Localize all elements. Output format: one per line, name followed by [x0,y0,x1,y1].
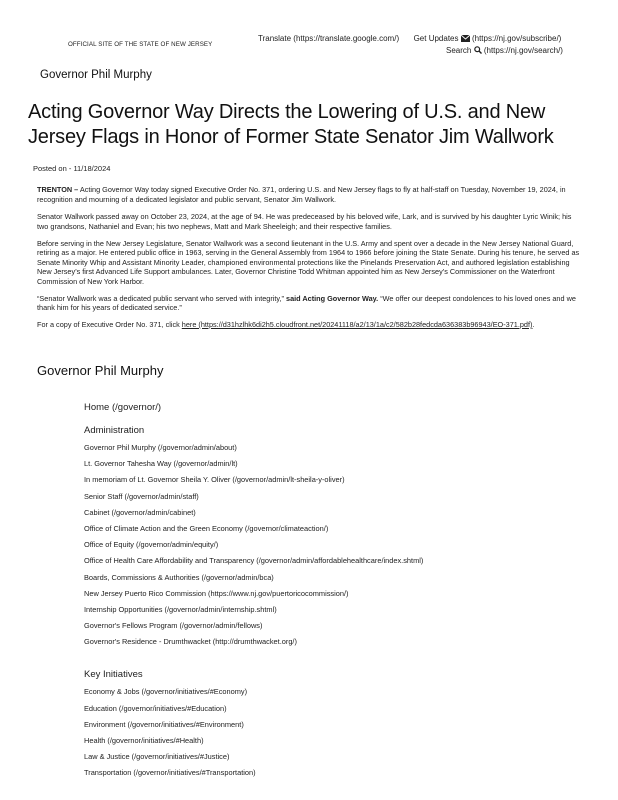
article-body [37,185,582,337]
key-initiatives-heading: Key Initiatives [84,669,143,681]
quote-attribution: said Acting Governor Way. [286,293,379,303]
nav-item-admin-lt[interactable]: Lt. Governor Tahesha Way (/governor/admin/lt) [84,459,238,469]
nav-item-education[interactable]: Education (/governor/initiatives/#Education) [84,703,227,713]
key-initiatives-list [84,687,584,784]
article-paragraph-1 [37,185,582,204]
translate-link[interactable]: Translate (https://translate.google.com/) [258,34,400,43]
footer-brand[interactable]: Governor Phil Murphy [37,363,164,378]
search-link[interactable] [446,46,563,55]
nav-item-admin-bca[interactable]: Boards, Commissions & Authorities (/governor/admin/bca) [84,572,274,582]
nav-item-admin-about[interactable]: Governor Phil Murphy (/governor/admin/about) [84,443,237,452]
search-url: (https://nj.gov/search/) [483,46,563,55]
nav-item-transportation[interactable]: Transportation (/governor/initiatives/#Transportation) [84,768,256,778]
article-paragraph-3: Before serving in the New Jersey Legislature, Senator Wallwork was a second lieutenant in the U.S. Army and spent over a decade in the New Jersey National Guard, retiring as a major. He entered public office in 1963, serving in the General Assembly from 1964 to 1966 before joining the State Senate. During his tenure, he served as Senate Minority Whip and Assistant Minority Leader, championed environmental protections like the Pinelands Preservation Act, and authored legislation establishing New Jersey’s first Advanced Life Support ambulances. Later, Governor Christine Todd Whitman appointed him as New Jersey’s Commissioner on the Waterfront Commission of New York Harbor. [37,238,580,286]
envelope-icon [461,35,470,42]
nav-item-admin-internship[interactable]: Internship Opportunities (/governor/admin/internship.shtml) [84,604,277,614]
paragraph-1-text: Acting Governor Way today signed Executive Order No. 371, ordering U.S. and New Jersey flags to fly at half-staff on Tuesday, November 19, 2024, in recognition and mourning of a dedicated legislator and public servant, Senator Jim Wallwork. [37,185,566,204]
article-quote [37,294,582,313]
site-brand[interactable]: Governor Phil Murphy [40,69,152,81]
nav-item-admin-staff[interactable]: Senior Staff (/governor/admin/staff) [84,491,199,501]
get-updates-label: Get Updates [413,34,459,43]
executive-order-link[interactable]: here (https://d31hzlhk6di2h5.cloudfront.net/20241118/a2/13/1a/c2/582b28fedcda636383b96943/EO-371.pdf) [181,320,533,329]
get-updates-link[interactable] [414,34,562,43]
nav-item-justice[interactable]: Law & Justice (/governor/initiatives/#Justice) [84,752,230,762]
nav-item-health[interactable]: Health (/governor/initiatives/#Health) [84,736,204,745]
nav-home-link[interactable]: Home (/governor/) [84,402,162,413]
page-title: Acting Governor Way Directs the Lowering of U.S. and New Jersey Flags in Honor of Former State Senator Jim Wallwork [28,101,554,148]
quote-text-b: “We offer our deepest condolences to his loved ones and we thank him for his years of dedicated service.” [37,293,576,312]
copy-end: . [532,320,535,329]
official-site-label: OFFICIAL SITE OF THE STATE OF NEW JERSEY [68,41,213,48]
nav-item-admin-climate[interactable]: Office of Climate Action and the Green Economy (/governor/climateaction/) [84,523,329,533]
administration-heading: Administration [84,425,145,436]
article-paragraph-2: Senator Wallwork passed away on October 23, 2024, at the age of 94. He was predeceased by his beloved wife, Lark, and is survived by his daughter Lyric Winik; his two grandsons, Nathaniel and Evan; his two nephews, Matt and Mark Sheeleigh; and their respective families. [37,212,572,231]
dateline: TRENTON – [37,185,79,194]
nav-item-admin-fellows[interactable]: Governor's Fellows Program (/governor/admin/fellows) [84,621,263,631]
copy-text: For a copy of Executive Order No. 371, click [37,320,182,329]
search-icon [474,46,482,54]
top-links [258,33,563,57]
nav-item-economy[interactable]: Economy & Jobs (/governor/initiatives/#Economy) [84,687,248,697]
nav-item-admin-puerto-rico[interactable]: New Jersey Puerto Rico Commission (https://www.nj.gov/puertoricocommission/) [84,588,349,598]
executive-order-copy [37,320,582,330]
nav-item-admin-cabinet[interactable]: Cabinet (/governor/admin/cabinet) [84,507,196,517]
search-label: Search [446,46,472,55]
posted-date: Posted on - 11/18/2024 [33,164,111,173]
administration-list [84,443,584,653]
nav-item-admin-memoriam[interactable]: In memoriam of Lt. Governor Sheila Y. Oliver (/governor/admin/lt-sheila-y-oliver) [84,475,345,485]
nav-item-admin-healthcare[interactable]: Office of Health Care Affordability and Transparency (/governor/admin/affordablehealthcare/index.shtml) [84,556,424,566]
site-navigation [84,402,584,785]
nav-item-environment[interactable]: Environment (/governor/initiatives/#Environment) [84,719,244,729]
nav-item-admin-equity[interactable]: Office of Equity (/governor/admin/equity/) [84,540,219,550]
get-updates-url: (https://nj.gov/subscribe/) [471,34,562,43]
nav-item-admin-residence[interactable]: Governor's Residence - Drumthwacket (http://drumthwacket.org/) [84,637,297,647]
quote-text-a: “Senator Wallwork was a dedicated public servant who served with integrity,” [37,293,284,303]
